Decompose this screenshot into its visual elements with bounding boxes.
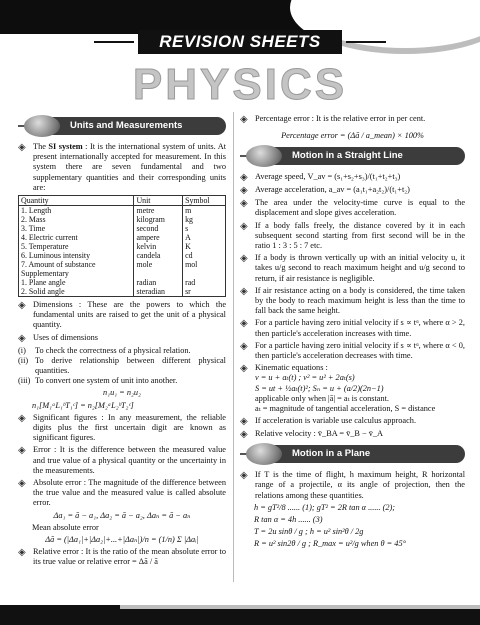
diamond-bullet-icon: ◈ bbox=[18, 478, 26, 490]
bullet-error: ◈ Error : It is the difference between the measured value and true value of a physical quantity or the uncertainty in the measurements. bbox=[18, 445, 226, 475]
diamond-bullet-icon: ◈ bbox=[18, 445, 26, 457]
equation: Δa₁ = ā − a₁, Δa₂ = ā − a₂, Δaₙ = ā − aₙ bbox=[53, 510, 191, 520]
diamond-bullet-icon: ◈ bbox=[240, 363, 248, 375]
table-row: 1. Length metre m bbox=[19, 206, 226, 216]
list-item: ◈ If a body falls freely, the distance covered by it in each subsequent second starting from first second will be in the ratio 1 : 3 : 5 : 7 etc. bbox=[240, 220, 465, 251]
bullet-absolute-error: ◈ Absolute error : The magnitude of the difference between the true value and the measured value is called absolute error. bbox=[18, 478, 226, 508]
table-section-row: Supplementary bbox=[19, 269, 226, 278]
table-row: 6. Luminous intensity candela cd bbox=[19, 251, 226, 260]
diamond-bullet-icon: ◈ bbox=[240, 340, 248, 352]
table-row: 1. Plane angle radian rad bbox=[19, 278, 226, 287]
bullet-significant-figures: ◈ Significant figures : In any measurement, the reliable digits plus the first uncertain digit are known as significant figures. bbox=[18, 412, 226, 443]
diamond-bullet-icon: ◈ bbox=[18, 332, 26, 344]
bottom-band bbox=[0, 605, 480, 625]
diamond-bullet-icon: ◈ bbox=[240, 285, 248, 297]
section-header-units bbox=[18, 115, 226, 137]
list-item: (i) To check the correctness of a physical relation. bbox=[18, 345, 191, 355]
equation: Percentage error = (Δā / a_mean) × 100% bbox=[281, 131, 424, 140]
ball-icon bbox=[24, 115, 60, 137]
equation: S = ut + ½aₜ(t)²; Sₙ = u + (a/2)(2n−1) bbox=[255, 383, 384, 393]
diamond-bullet-icon: ◈ bbox=[240, 318, 248, 330]
list-item: ◈ For a particle having zero initial velocity if s ∝ tᵅ, where α > 2, then particle's acceleration increases with time. bbox=[240, 318, 465, 338]
section-title: Units and Measurements bbox=[40, 117, 226, 135]
bullet-uses: ◈ Uses of dimensions bbox=[18, 332, 98, 344]
section-header-straight-line bbox=[240, 145, 465, 167]
column-divider bbox=[233, 112, 234, 582]
bullet-si-system: ◈ The SI system : It is the international system of units. At present internationally accepted for measurement. In this system there are seven fundamental and two supplementary quantities and their corresponding units are: bbox=[18, 142, 226, 192]
table-row: 2. Mass kilogram kg bbox=[19, 215, 226, 224]
equation: T = 2u sinθ / g ; h = u² sin²θ / 2g bbox=[254, 527, 364, 537]
diamond-bullet-icon: ◈ bbox=[18, 142, 26, 153]
list-item: ◈ For a particle having zero initial velocity if s ∝ tᵅ, where α < 0, then particle's acceleration decreases with time. bbox=[240, 340, 465, 361]
diamond-bullet-icon: ◈ bbox=[240, 470, 248, 482]
table-row: 3. Time second s bbox=[19, 224, 226, 233]
bullet-calculus: ◈ If acceleration is variable use calculus approach. bbox=[240, 416, 417, 428]
diamond-bullet-icon: ◈ bbox=[240, 220, 248, 232]
top-band bbox=[0, 0, 480, 34]
list-item: ◈ If air resistance acting on a body is considered, the time taken by the body to reach maximum height is less than the time to fall back the same height. bbox=[240, 285, 465, 316]
diamond-bullet-icon: ◈ bbox=[240, 429, 248, 441]
section-header-plane bbox=[240, 443, 465, 465]
diamond-bullet-icon: ◈ bbox=[240, 185, 248, 197]
bullet-percentage-error: ◈ Percentage error : It is the relative error in per cent. bbox=[240, 114, 426, 125]
diamond-bullet-icon: ◈ bbox=[240, 253, 248, 265]
equation: Δā = (|Δa₁|+|Δa₂|+...+|Δaₙ|)/n = (1/n) Σ |Δaᵢ| bbox=[45, 535, 199, 545]
subject-title: PHYSICS bbox=[132, 60, 348, 109]
bullet-kinematic: ◈ Kinematic equations : v = u + aₜ(t) ; v² = u² + 2aₜ(s) S = ut + ½aₜ(t)²; Sₙ = u + (a/2)(2n−1) applicable only when |ā| = aₜ is constant. aₜ = magnitude of tangential acceleration, S = distance bbox=[240, 363, 465, 414]
table-header-row: Quantity Unit Symbol bbox=[19, 196, 226, 206]
table-row: 7. Amount of substance mole mol bbox=[19, 260, 226, 269]
equation: R = u² sin2θ / g ; R_max = u²/g when θ = 45° bbox=[254, 539, 406, 549]
bullet-average-speed: ◈ Average speed, V_av = (s₁+s₂+s₃)/(t₁+t₂+t₃) bbox=[240, 172, 401, 184]
bullet-average-acceleration: ◈ Average acceleration, a_av = (a₁t₁+a₂t₂)/(t₁+t₂) bbox=[240, 185, 410, 197]
revision-sheets-banner: REVISION SHEETS bbox=[138, 30, 342, 54]
equation: n₁u₁ = n₂u₂ bbox=[103, 388, 141, 398]
section-title: Motion in a Plane bbox=[262, 445, 465, 463]
diamond-bullet-icon: ◈ bbox=[18, 412, 26, 424]
equation: h = gT²/8 ...... (1); gT² = 2R tan α ...... (2); bbox=[254, 502, 396, 512]
table-row: 4. Electric current ampere A bbox=[19, 233, 226, 242]
bullet-dimensions: ◈ Dimensions : These are the powers to which the fundamental units are raised to get the unit of a physical quantity. bbox=[18, 300, 226, 330]
list-item: ◈ The area under the velocity-time curve is equal to the displacement and slope gives acceleration. bbox=[240, 198, 465, 218]
section-title: Motion in a Straight Line bbox=[262, 147, 465, 165]
list-item: ◈ If a body is thrown vertically up with an initial velocity u, it takes u/g second to reach maximum height and u/g second to return, if air resistance is negligible. bbox=[240, 253, 465, 283]
equation: v = u + aₜ(t) ; v² = u² + 2aₜ(s) bbox=[255, 373, 355, 383]
diamond-bullet-icon: ◈ bbox=[18, 547, 26, 559]
left-column bbox=[18, 112, 226, 570]
right-column bbox=[240, 112, 465, 552]
table-row: 5. Temperature kelvin K bbox=[19, 242, 226, 251]
bullet-relative-error: ◈ Relative error : It is the ratio of the mean absolute error to its true value or relative error = Δā / ā bbox=[18, 547, 226, 567]
equation: R tan α = 4h ...... (3) bbox=[254, 515, 323, 525]
diamond-bullet-icon: ◈ bbox=[240, 114, 248, 125]
bullet-relative-velocity: ◈ Relative velocity : v̄_BA = v̄_B − v̄_A bbox=[240, 429, 384, 441]
bullet-projectile: ◈ If T is the time of flight, h maximum height, R horizontal range of a projectile, α its angle of projection, then the relations among these quantities. bbox=[240, 470, 465, 500]
equation: n₁[M₁ᵃL₁ᵇT₁ᶜ] = n₂[M₂ᵃL₂ᵇT₂ᶜ] bbox=[32, 400, 134, 410]
list-item: (ii) To derive relationship between different physical quantities. bbox=[18, 355, 226, 376]
diamond-bullet-icon: ◈ bbox=[240, 172, 248, 184]
diamond-bullet-icon: ◈ bbox=[240, 198, 248, 210]
list-item: (iii) To convert one system of unit into another. bbox=[18, 376, 178, 386]
diamond-bullet-icon: ◈ bbox=[240, 416, 248, 428]
table-row: 2. Solid angle steradian sr bbox=[19, 287, 226, 297]
diamond-bullet-icon: ◈ bbox=[18, 300, 26, 312]
mean-absolute-error-label: Mean absolute error bbox=[32, 522, 99, 532]
units-table bbox=[18, 195, 226, 297]
